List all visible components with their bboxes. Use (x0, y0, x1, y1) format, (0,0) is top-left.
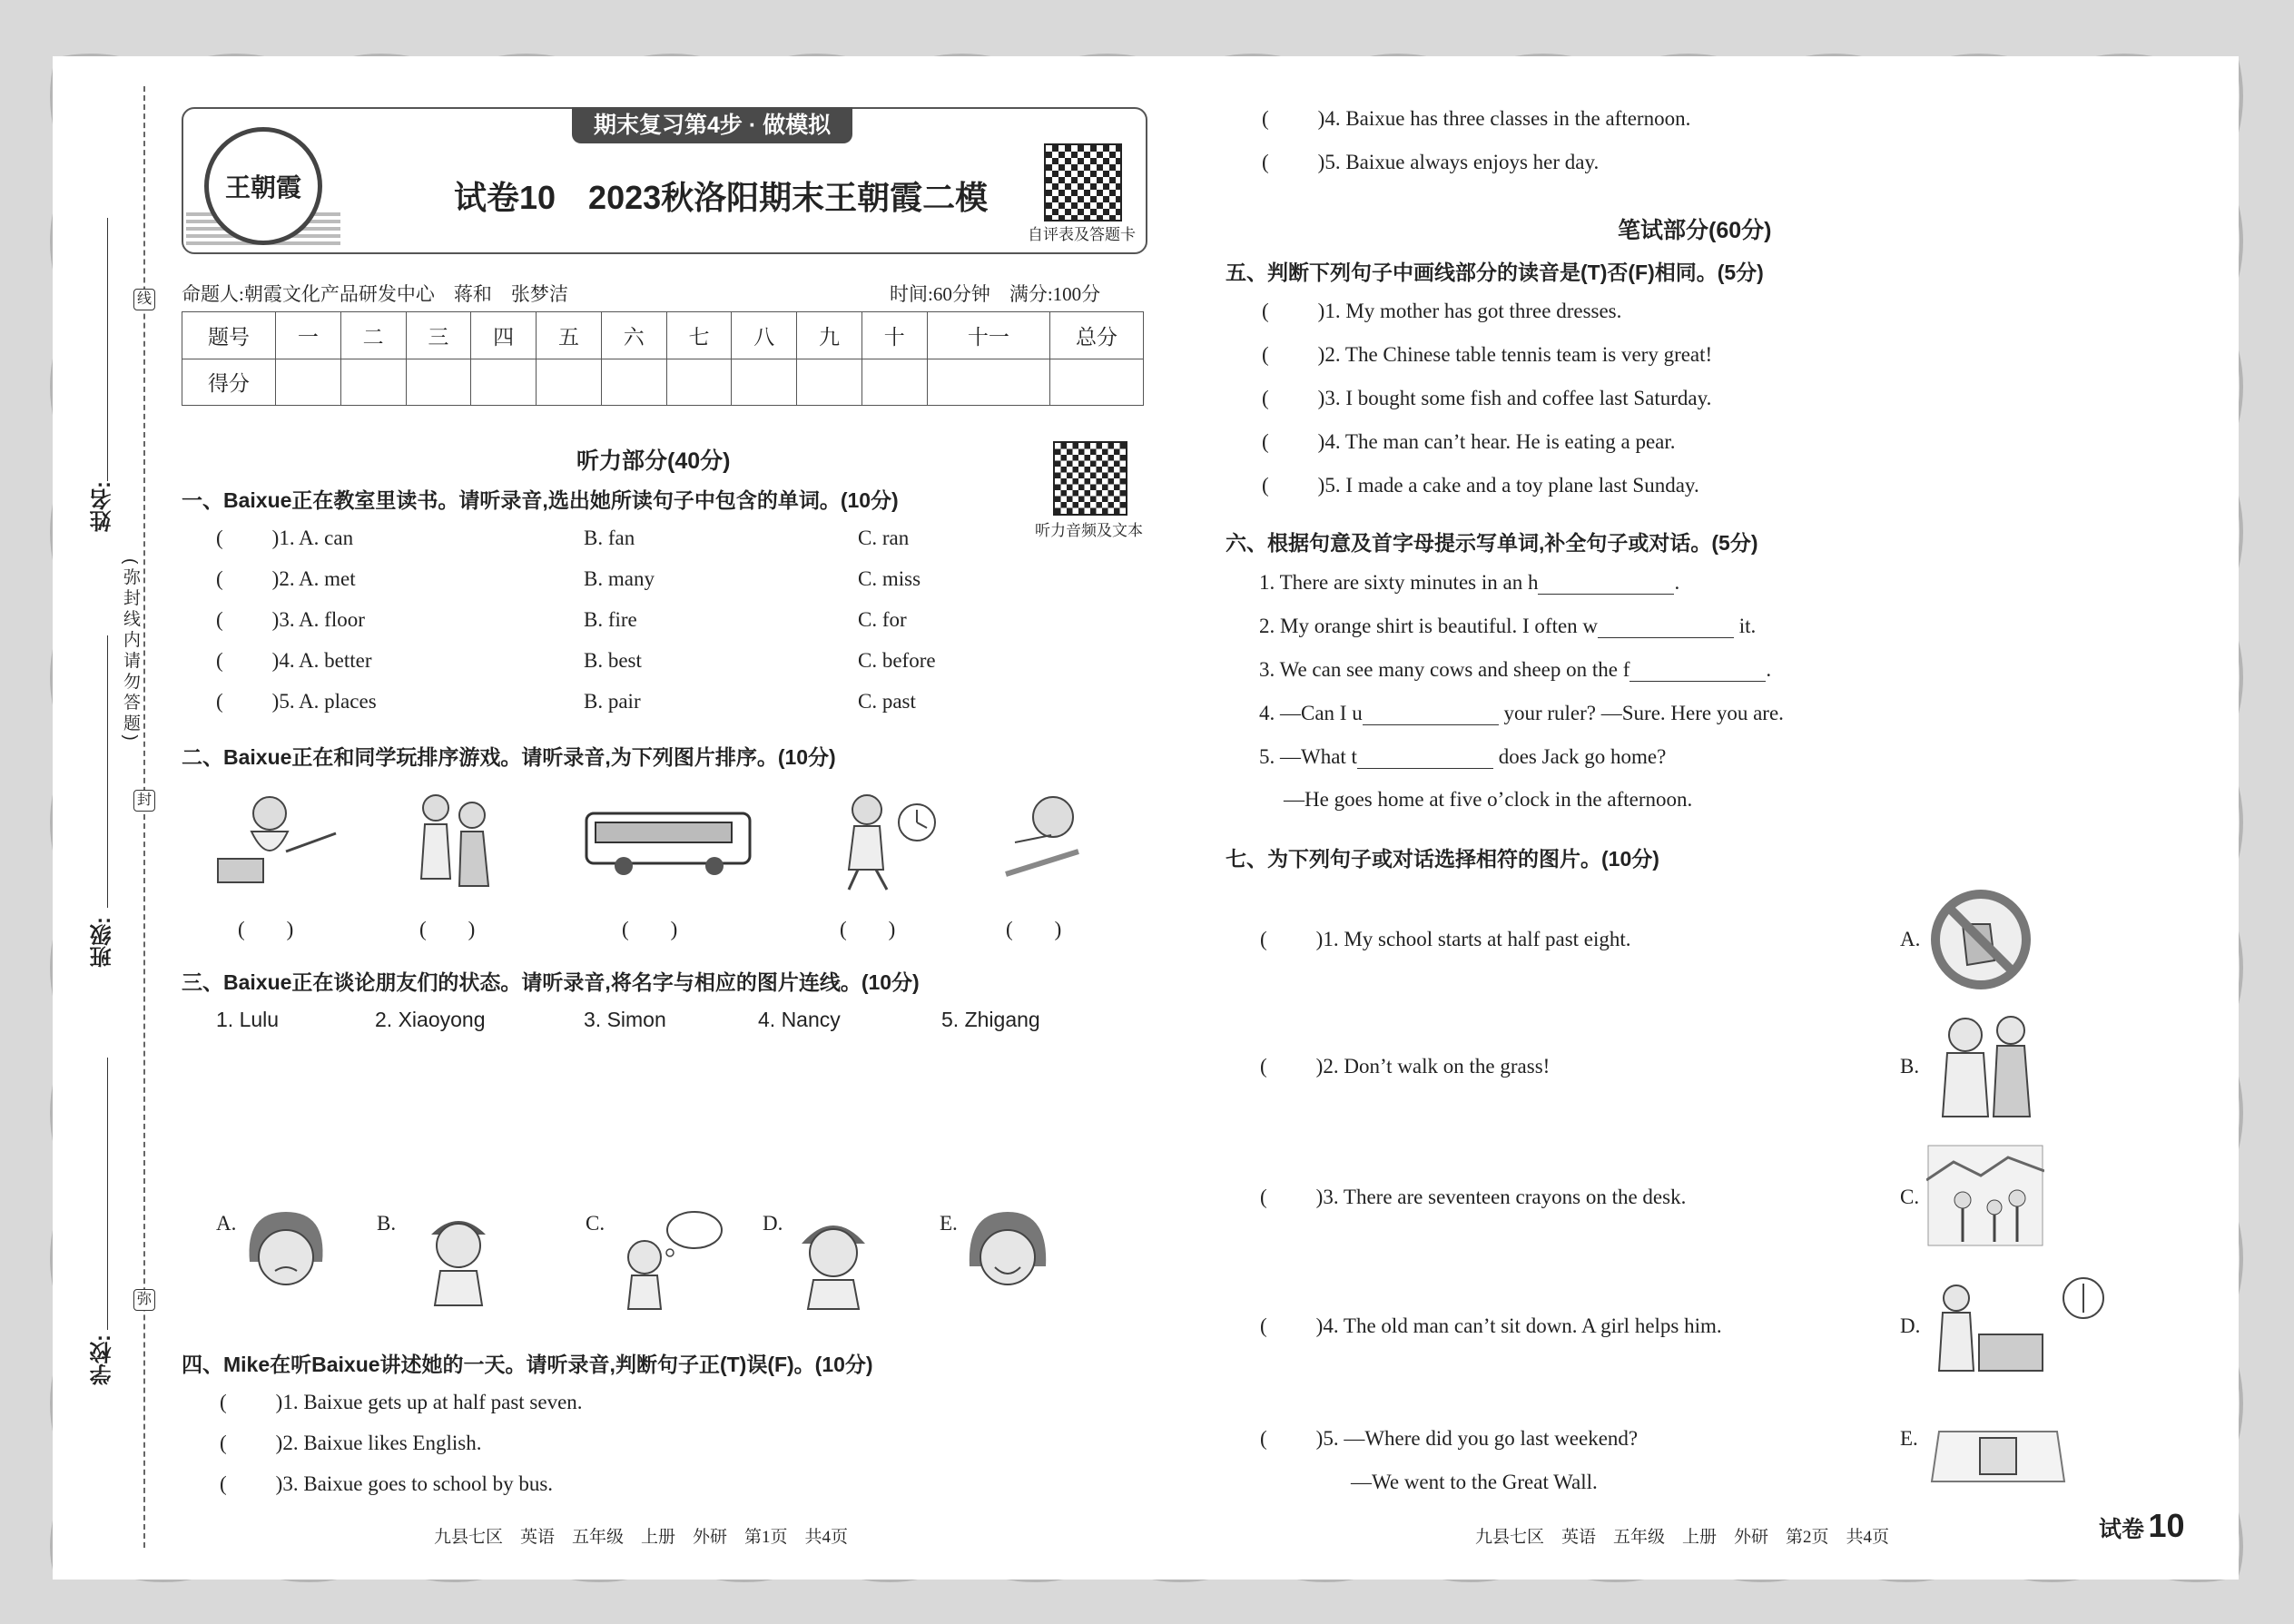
word-blank[interactable] (1629, 657, 1766, 682)
list-item: ( )3. Baixue goes to school by bus. (220, 1472, 554, 1495)
seal-mi-mark: 弥 (133, 1289, 155, 1311)
order-blank-4[interactable]: ( ) (840, 918, 896, 940)
table-cell: 九 (797, 312, 862, 359)
list-item: ( )1. A. can (216, 527, 354, 549)
item-text: )3. There are seventeen crayons on the desk. (1315, 1186, 1687, 1208)
picture-letter: C. (1900, 1186, 1920, 1208)
section-2-heading: 二、Baixue正在和同学玩排序游戏。请听录音,为下列图片排序。(10分) (182, 745, 836, 769)
listening-qr-caption: 听力音频及文本 (1035, 522, 1143, 539)
word-blank[interactable] (1598, 614, 1734, 638)
school-clock-picture (1925, 1271, 2106, 1380)
score-table-header-row (182, 312, 1144, 359)
score-cell[interactable] (1050, 359, 1144, 406)
score-table (182, 311, 1144, 406)
picture-letter: B. (1900, 1055, 1920, 1078)
kids-playing-picture (409, 788, 499, 892)
option-b: B. fire (584, 608, 637, 631)
list-item: ( )5. —Where did you go last weekend? (1260, 1427, 1639, 1450)
qr-caption: 自评表及答题卡 (1028, 226, 1136, 243)
picture-letter: E. (1900, 1427, 1918, 1450)
list-item (1259, 744, 1666, 769)
girl-happy-picture (962, 1207, 1053, 1298)
item-text: )5. I made a cake and a toy plane last Sunday. (1317, 474, 1699, 497)
list-item: ( )1. My mother has got three dresses. (1262, 300, 1622, 322)
picture-letter: A. (216, 1212, 237, 1235)
picture-letter: E. (940, 1212, 958, 1235)
list-item (1259, 657, 1771, 682)
item-text: 5. —What t (1259, 745, 1357, 768)
name-field[interactable] (107, 218, 108, 481)
order-blank-2[interactable]: ( ) (419, 918, 476, 940)
listening-qr[interactable] (1053, 441, 1127, 516)
score-table-score-row (182, 359, 1144, 406)
word-blank[interactable] (1538, 570, 1674, 595)
section-7-heading: 七、为下列句子或对话选择相符的图片。(10分) (1226, 847, 1659, 871)
list-item: ( )3. I bought some fish and coffee last Saturday. (1262, 387, 1712, 409)
list-item: ( )4. The old man can’t sit down. A girl helps him. (1260, 1314, 1722, 1337)
list-item (1259, 570, 1679, 595)
girl-cooking-picture (213, 788, 340, 888)
table-cell: 得分 (182, 359, 276, 406)
school-label: 学校: (91, 1334, 115, 1385)
score-cell[interactable] (732, 359, 797, 406)
list-item: ( )5. Baixue always enjoys her day. (1262, 151, 1600, 173)
section-5-heading: 五、判断下列句子中画线部分的读音是(T)否(F)相同。(5分) (1226, 261, 1764, 284)
item-text: )5. A. places (271, 690, 377, 713)
item-text: 3. We can see many cows and sheep on the f (1259, 658, 1630, 681)
picture-letter: D. (1900, 1314, 1921, 1337)
option-b: B. fan (584, 527, 635, 549)
table-cell: 八 (732, 312, 797, 359)
time-score: 时间:60分钟 满分:100分 (890, 283, 1101, 305)
table-cell: 总分 (1050, 312, 1144, 359)
boy-cold-picture (413, 1207, 504, 1307)
score-cell[interactable] (666, 359, 732, 406)
list-item: ( )5. I made a cake and a toy plane last Sunday. (1262, 474, 1699, 497)
order-blank-5[interactable]: ( ) (1006, 918, 1062, 940)
table-cell: 七 (666, 312, 732, 359)
picture-letter: B. (377, 1212, 397, 1235)
section-1-heading: 一、Baixue正在教室里读书。请听录音,选出她所读句子中包含的单词。(10分) (182, 488, 899, 512)
boy-clock-picture (822, 788, 940, 892)
list-item: ( )1. Baixue gets up at half past seven. (220, 1391, 583, 1413)
item-text: does Jack go home? (1492, 745, 1667, 768)
table-cell: 六 (601, 312, 666, 359)
list-item: ( )2. Baixue likes English. (220, 1432, 482, 1454)
table-cell: 题号 (182, 312, 276, 359)
item-text: )5. Baixue always enjoys her day. (1317, 151, 1600, 173)
item-text: )2. A. met (271, 567, 356, 590)
item-text: 2. My orange shirt is beautiful. I often w (1259, 615, 1599, 637)
order-blank-1[interactable]: ( ) (238, 918, 294, 940)
crayons-box-picture (1930, 1427, 2066, 1486)
name-label: 姓名: (91, 481, 115, 532)
option-b: B. pair (584, 690, 641, 713)
score-cell[interactable] (471, 359, 537, 406)
score-cell[interactable] (797, 359, 862, 406)
list-item: ( )2. A. met (216, 567, 356, 590)
section-4-heading: 四、Mike在听Baixue讲述她的一天。请听录音,判断句子正(T)误(F)。(10分) (182, 1353, 873, 1376)
boy-thinking-picture (608, 1207, 726, 1312)
great-wall-family-picture (1926, 1144, 2044, 1248)
list-item (1259, 614, 1756, 638)
score-cell[interactable] (340, 359, 406, 406)
option-c: C. miss (858, 567, 921, 590)
option-c: C. past (858, 690, 916, 713)
seal-line-mark: 线 (133, 289, 155, 310)
picture-letter: A. (1900, 928, 1921, 950)
footer-right: 九县七区 英语 五年级 上册 外研 第2页 共4页 (1475, 1528, 1890, 1547)
exam-title: 试卷10 2023秋洛阳期末王朝霞二模 (454, 179, 989, 216)
girl-sad-picture (241, 1207, 331, 1298)
friend-name: 4. Nancy (758, 1008, 841, 1031)
list-item: ( )3. A. floor (216, 608, 365, 631)
seal-seal-mark: 封 (133, 790, 155, 812)
answer-line: —He goes home at five o’clock in the afternoon. (1284, 788, 1693, 811)
badge-prefix: 试卷 (2099, 1517, 2145, 1542)
score-cell[interactable] (537, 359, 602, 406)
list-item: ( )5. A. places (216, 690, 377, 713)
score-cell[interactable] (601, 359, 666, 406)
table-cell: 四 (471, 312, 537, 359)
option-b: B. best (584, 649, 642, 672)
list-item: ( )4. A. better (216, 649, 372, 672)
no-answer-note: (弥封线内请勿答题) (121, 558, 140, 744)
writing-title: 笔试部分(60分) (1618, 218, 1772, 243)
list-item (1259, 701, 1784, 725)
item-text: it. (1734, 615, 1757, 637)
option-c: C. for (858, 608, 907, 631)
section-3-heading: 三、Baixue正在谈论朋友们的状态。请听录音,将名字与相应的图片连线。(10分) (182, 970, 920, 994)
friend-name: 1. Lulu (216, 1008, 280, 1031)
friend-name: 5. Zhigang (941, 1008, 1040, 1031)
list-item: ( )4. Baixue has three classes in the afternoon. (1262, 107, 1691, 130)
listening-title: 听力部分(40分) (576, 448, 731, 474)
option-c: C. before (858, 649, 936, 672)
option-b: B. many (584, 567, 655, 590)
table-cell: 十 (861, 312, 927, 359)
boy-brushing-picture (997, 788, 1097, 888)
word-blank[interactable] (1363, 701, 1499, 725)
item-text: )1. A. can (271, 527, 354, 549)
exam-badge (2099, 1507, 2185, 1545)
word-blank[interactable] (1357, 744, 1493, 769)
item-text: )4. A. better (271, 649, 372, 672)
picture-letter: C. (586, 1212, 605, 1235)
picture-letter: D. (763, 1212, 783, 1235)
order-blank-3[interactable]: ( ) (622, 918, 678, 940)
score-cell[interactable] (927, 359, 1049, 406)
item-text: 4. —Can I u (1259, 702, 1363, 724)
table-cell: 五 (537, 312, 602, 359)
logo-text: 王朝霞 (224, 172, 301, 202)
class-field[interactable] (107, 635, 108, 908)
item-text: . (1766, 658, 1772, 681)
item-text: )2. The Chinese table tennis team is very great! (1317, 343, 1713, 366)
item-text: )4. The man can’t hear. He is eating a pear. (1317, 430, 1676, 453)
item-text: your ruler? —Sure. Here you are. (1498, 702, 1784, 724)
list-item: ( )4. The man can’t hear. He is eating a pear. (1262, 430, 1676, 453)
friend-name: 3. Simon (584, 1008, 666, 1031)
bus-picture (583, 806, 755, 879)
item-text: )2. Don’t walk on the grass! (1315, 1055, 1551, 1078)
score-cell[interactable] (861, 359, 927, 406)
table-cell: 三 (406, 312, 471, 359)
item-text: )2. Baixue likes English. (275, 1432, 482, 1454)
list-item: ( )3. There are seventeen crayons on the desk. (1260, 1186, 1687, 1208)
list-item: ( )1. My school starts at half past eight. (1260, 928, 1631, 950)
author-line: 命题人:朝霞文化产品研发中心 蒋和 张梦洁 (182, 283, 568, 305)
publisher-logo (204, 127, 322, 245)
item-text: )3. I bought some fish and coffee last Saturday. (1317, 387, 1712, 409)
table-cell: 二 (340, 312, 406, 359)
girl-crying-picture (788, 1207, 879, 1312)
no-walking-sign-picture (1926, 888, 2035, 992)
class-label: 班级: (91, 917, 115, 968)
step-banner: 期末复习第4步 · 做模拟 (572, 107, 852, 143)
table-cell: 十一 (927, 312, 1049, 359)
item-text: . (1674, 571, 1680, 594)
score-cell[interactable] (276, 359, 341, 406)
list-item: ( )2. The Chinese table tennis team is very great! (1262, 343, 1713, 366)
item-text: )1. My school starts at half past eight. (1315, 928, 1631, 950)
friend-name: 2. Xiaoyong (375, 1008, 486, 1031)
answer-line: —We went to the Great Wall. (1351, 1471, 1598, 1493)
item-text: )3. A. floor (271, 608, 365, 631)
answer-card-qr[interactable] (1044, 143, 1122, 221)
table-cell: 一 (276, 312, 341, 359)
girl-helps-old-man-picture (1925, 1008, 2043, 1121)
item-text: )5. —Where did you go last weekend? (1315, 1427, 1639, 1450)
item-text: )1. Baixue gets up at half past seven. (275, 1391, 583, 1413)
school-field[interactable] (107, 1058, 108, 1330)
list-item: ( )2. Don’t walk on the grass! (1260, 1055, 1551, 1078)
badge-number: 10 (2148, 1507, 2185, 1544)
item-text: 1. There are sixty minutes in an h (1259, 571, 1539, 594)
item-text: )4. Baixue has three classes in the afternoon. (1317, 107, 1691, 130)
section-6-heading: 六、根据句意及首字母提示写单词,补全句子或对话。(5分) (1226, 531, 1758, 555)
score-cell[interactable] (406, 359, 471, 406)
item-text: )3. Baixue goes to school by bus. (275, 1472, 554, 1495)
item-text: )4. The old man can’t sit down. A girl helps him. (1315, 1314, 1722, 1337)
option-c: C. ran (858, 527, 910, 549)
footer-left: 九县七区 英语 五年级 上册 外研 第1页 共4页 (434, 1528, 849, 1547)
item-text: )1. My mother has got three dresses. (1317, 300, 1622, 322)
